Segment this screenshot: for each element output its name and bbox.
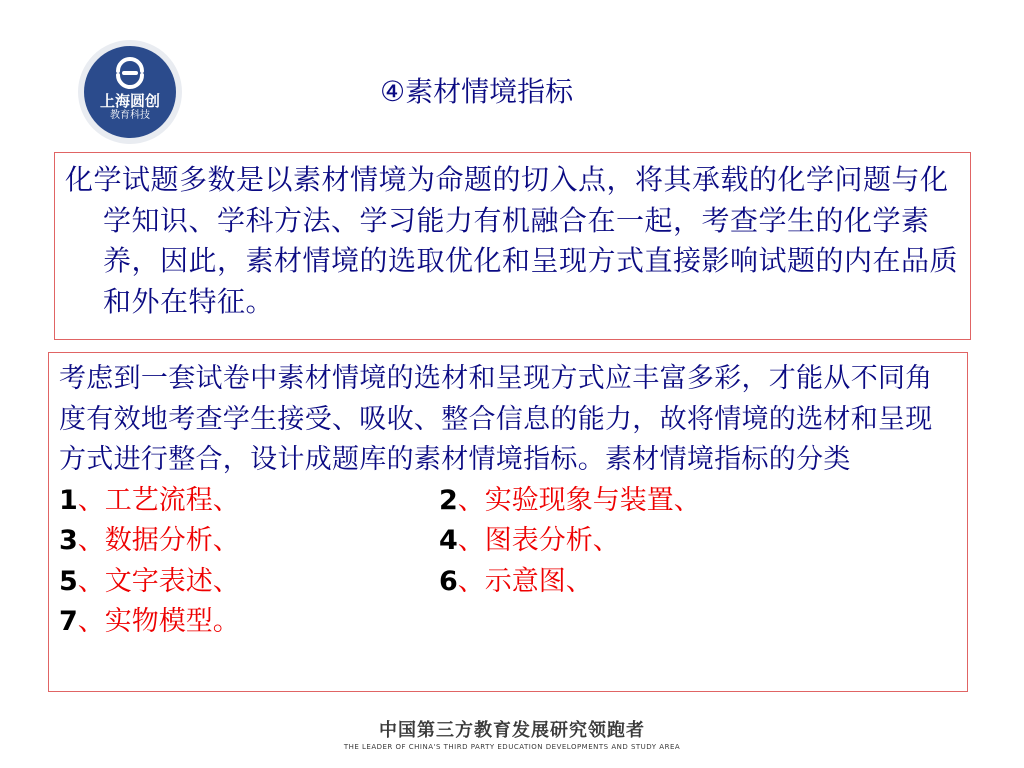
classification-box [48, 352, 968, 692]
category-number: 6 [439, 565, 458, 597]
category-separator: 、 [77, 606, 105, 637]
logo-badge [84, 46, 176, 138]
category-item [59, 602, 439, 643]
category-number: 5 [59, 565, 78, 597]
category-separator: 、 [457, 565, 485, 597]
intro-box [54, 152, 971, 340]
slide-title: ④素材情境指标 [380, 75, 574, 108]
category-separator: 、 [457, 525, 485, 556]
category-label: 实验现象与装置、 [484, 484, 701, 516]
footer-subtitle: THE LEADER OF CHINA'S THIRD PARTY EDUCATION DEVELOPMENTS AND STUDY AREA [343, 743, 681, 751]
description-paragraph: 考虑到一套试卷中素材情境的选材和呈现方式应丰富多彩，才能从不同角度有效地考查学生接受、吸收、整合信息的能力，故将情境的选材和呈现方式进行整合，设计成题库的素材情境指标。素材情境指标的分类 [59, 363, 933, 475]
category-item [439, 521, 819, 562]
company-logo [78, 40, 182, 144]
category-row [59, 602, 959, 643]
category-label: 工艺流程、 [104, 484, 240, 516]
logo-name: 上海圆创 [99, 92, 160, 110]
category-label: 图表分析、 [484, 525, 620, 556]
category-item [59, 562, 439, 603]
category-label: 示意图、 [484, 565, 593, 597]
category-item [59, 521, 439, 562]
category-label: 数据分析、 [104, 525, 240, 556]
category-separator: 、 [77, 525, 105, 556]
category-item [439, 562, 819, 603]
category-number: 7 [59, 606, 78, 637]
category-row [59, 521, 959, 562]
brand-swirl-icon [113, 56, 147, 90]
category-separator: 、 [457, 484, 485, 516]
category-separator: 、 [77, 484, 105, 516]
category-row [59, 481, 959, 522]
category-item [59, 481, 439, 522]
category-label: 文字表述、 [104, 565, 240, 597]
category-list [59, 481, 959, 643]
category-item [439, 481, 819, 522]
logo-subtitle: 教育科技 [110, 110, 150, 121]
footer-title: 中国第三方教育发展研究领跑者 [379, 720, 645, 741]
category-number: 2 [439, 484, 458, 516]
category-number: 4 [439, 525, 458, 556]
category-number: 3 [59, 525, 78, 556]
category-label: 实物模型。 [104, 606, 240, 637]
category-separator: 、 [77, 565, 105, 597]
category-number: 1 [59, 484, 78, 516]
intro-paragraph: 化学试题多数是以素材情境为命题的切入点，将其承载的化学问题与化学知识、学科方法、学习能力有机融合在一起，考查学生的化学素养，因此，素材情境的选取优化和呈现方式直接影响试题的内在品质和外在特征。 [65, 163, 959, 318]
category-row [59, 562, 959, 603]
